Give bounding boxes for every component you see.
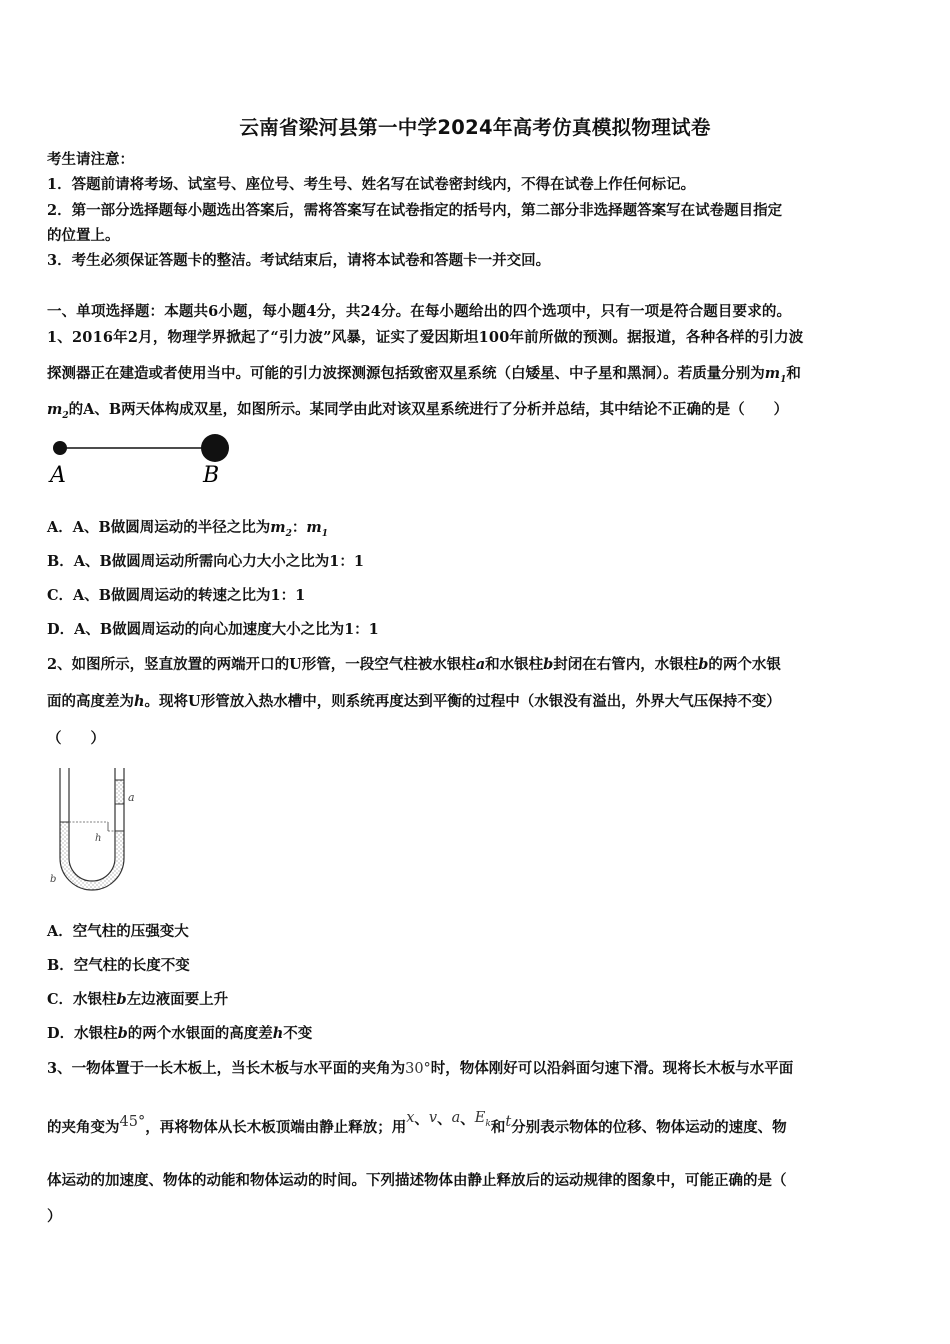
q2-option-a: A．空气柱的压强变大 xyxy=(47,923,189,940)
label-b: b xyxy=(50,874,57,885)
q1-m1-symbol: $m_1$ xyxy=(764,365,787,385)
label-a: a xyxy=(128,791,135,804)
q2-option-b: B．空气柱的长度不变 xyxy=(47,957,190,974)
q2-line-1: 2、如图所示，竖直放置的两端开口的U形管，一段空气柱被水银柱a和水银柱b封闭在右管内，水银柱b的两个水银 xyxy=(47,656,781,673)
angle-30: 30° xyxy=(405,1061,431,1077)
q2-option-d: D．水银柱b的两个水银面的高度差h不变 xyxy=(47,1025,313,1042)
star-b xyxy=(201,434,229,462)
q2-line-2: 面的高度差为h。现将U形管放入热水槽中，则系统再度达到平衡的过程中（水银没有溢出，外界大气压保持不变） xyxy=(47,693,781,710)
exam-title: 云南省梁河县第一中学2024年高考仿真模拟物理试卷 xyxy=(239,116,711,139)
section-heading: 一、单项选择题：本题共6小题，每小题4分，共24分。在每小题给出的四个选项中，只有一项是符合题目要求的。 xyxy=(47,303,792,320)
q1-option-c: C．A、B做圆周运动的转速之比为1：1 xyxy=(47,587,306,604)
q1-line-1: 1、2016年2月，物理学界掀起了“引力波”风暴，证实了爱因斯坦100年前所做的预测。据报道，各种各样的引力波 xyxy=(47,329,804,346)
star-a xyxy=(53,441,67,455)
q1-line-3-text: 的A、B两天体构成双星，如图所示。某同学由此对该双星系统进行了分析并总结，其中结论不正确的是（ ） xyxy=(68,401,789,418)
q1-option-b: B．A、B做圆周运动所需向心力大小之比为1：1 xyxy=(47,553,364,570)
q1-option-a: A．A、B做圆周运动的半径之比为$m_2$：$m_1$ xyxy=(47,519,328,539)
q1-line-2-and: 和 xyxy=(786,365,801,382)
q3-line-2: 的夹角变为45°，再将物体从长木板顶端由静止释放；用x、v、a、$E_k$和t分别表示物体的位移、物体运动的速度、物 xyxy=(47,1110,787,1136)
notice-item-1: 1．答题前请将考场、试室号、座位号、考生号、姓名写在试卷密封线内，不得在试卷上作任何标记。 xyxy=(47,176,696,193)
q1-m2-symbol: $m_2$ xyxy=(47,401,69,421)
q2-option-c: C．水银柱b左边液面要上升 xyxy=(47,991,229,1008)
angle-45: 45° xyxy=(119,1114,146,1130)
u-tube-figure xyxy=(44,764,144,900)
q2-line-3: （ ） xyxy=(47,730,105,747)
q3-line-4: ） xyxy=(47,1208,62,1225)
binary-star-figure xyxy=(40,428,250,492)
q3-line-3: 体运动的加速度、物体的动能和物体运动的时间。下列描述物体由静止释放后的运动规律的图象中，可能正确的是（ xyxy=(47,1172,787,1189)
label-b: B xyxy=(203,463,220,488)
label-a: A xyxy=(50,463,66,488)
notice-item-2-cont: 的位置上。 xyxy=(47,227,120,244)
q1-option-d: D．A、B做圆周运动的向心加速度大小之比为1：1 xyxy=(47,621,379,638)
q1-line-2-text: 探测器正在建造或者使用当中。可能的引力波探测源包括致密双星系统（白矮星、中子星和黑洞）。若质量分别为 xyxy=(47,365,765,382)
label-h: h xyxy=(95,833,102,844)
notice-heading: 考生请注意： xyxy=(47,151,134,168)
q1-line-2 xyxy=(47,364,909,390)
q1-line-3 xyxy=(47,400,909,426)
mercury-a xyxy=(115,780,124,804)
notice-item-2: 2．第一部分选择题每小题选出答案后，需将答案写在试卷指定的括号内，第二部分非选择题答案写在试卷题目指定 xyxy=(47,202,783,219)
q3-line-1: 3、一物体置于一长木板上，当长木板与水平面的夹角为30°时，物体刚好可以沿斜面匀速下滑。现将长木板与水平面 xyxy=(47,1060,794,1077)
notice-item-3: 3．考生必须保证答题卡的整洁。考试结束后，请将本试卷和答题卡一并交回。 xyxy=(47,252,551,269)
